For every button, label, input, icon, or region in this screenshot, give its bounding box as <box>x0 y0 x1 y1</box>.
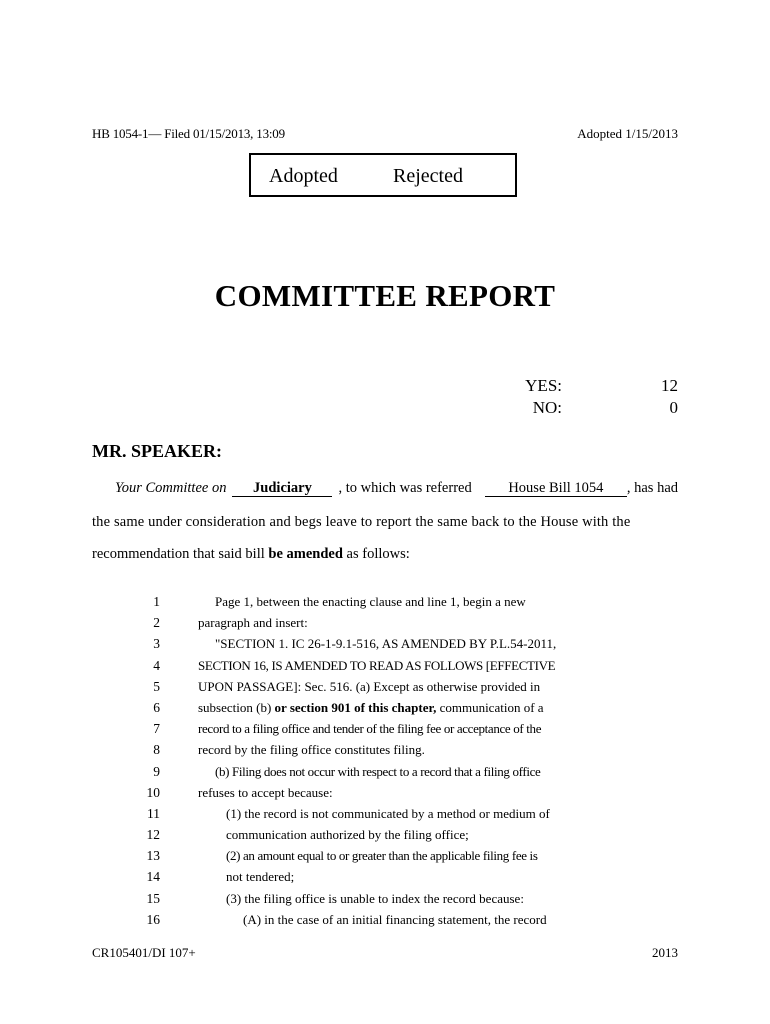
no-count: 0 <box>669 398 678 417</box>
no-label: NO: <box>532 398 562 417</box>
amendment-line: (A) in the case of an initial financing statement, the record <box>243 911 547 927</box>
header-adopted-date: Adopted 1/15/2013 <box>577 126 678 141</box>
line-number: 8 <box>153 742 160 758</box>
line-number: 6 <box>153 699 160 715</box>
intro-your-committee: Your Committee on <box>115 480 227 496</box>
line-number: 2 <box>153 615 160 631</box>
line-number: 7 <box>153 721 160 737</box>
amendment-line: record to a filing office and tender of the filing fee or acceptance of the <box>198 721 542 737</box>
amendment-line: (2) an amount equal to or greater than the applicable filing fee is <box>226 848 538 864</box>
footer-document-id: CR105401/DI 107+ <box>92 945 196 960</box>
salutation: MR. SPEAKER: <box>92 441 222 461</box>
line-number: 5 <box>153 678 160 694</box>
amendment-line: (b) Filing does not occur with respect to a record that a filing office <box>215 763 541 779</box>
amendment-text <box>198 591 572 930</box>
stamp-rejected-label: Rejected <box>393 165 463 187</box>
amendment-line6-pre: subsection (b) <box>198 699 272 715</box>
line-number: 4 <box>153 657 160 673</box>
bill-name: House Bill 1054 <box>485 481 627 497</box>
intro-referred: , to which was referred <box>338 480 472 496</box>
line-number: 14 <box>146 869 160 885</box>
intro-line3-bold: be amended <box>268 546 343 562</box>
amendment-line: paragraph and insert: <box>198 615 308 631</box>
amendment-line: "SECTION 1. IC 26-1-9.1-516, AS AMENDED BY P.L.54-2011, <box>215 636 557 652</box>
line-number: 10 <box>146 784 160 800</box>
stamp-adopted-label: Adopted <box>269 165 338 187</box>
amendment-line <box>198 697 572 718</box>
line-number: 1 <box>153 594 160 609</box>
amendment-line: communication authorized by the filing office; <box>226 827 469 843</box>
line-number: 9 <box>153 763 160 779</box>
line-number: 3 <box>153 636 160 652</box>
amendment-line: UPON PASSAGE]: Sec. 516. (a) Except as otherwise provided in <box>198 678 541 694</box>
amendment-line: (1) the record is not communicated by a method or medium of <box>226 805 550 821</box>
amendment-line: not tendered; <box>226 869 295 885</box>
line-number: 12 <box>146 827 160 843</box>
intro-line-2: the same under consideration and begs leave to report the same back to the House with the <box>92 514 631 530</box>
intro-line3-pre: recommendation that said bill <box>92 546 265 562</box>
footer-year: 2013 <box>652 945 678 960</box>
line-number: 15 <box>146 890 160 906</box>
amendment-line: refuses to accept because: <box>198 784 333 800</box>
header-filing-info: HB 1054-1— Filed 01/15/2013, 13:09 <box>92 126 285 141</box>
amendment-line6-post: communication of a <box>439 699 544 715</box>
amendment-line: Page 1, between the enacting clause and line 1, begin a new <box>215 594 526 609</box>
page-title: COMMITTEE REPORT <box>214 278 556 313</box>
adoption-stamp-box <box>249 153 517 197</box>
amendment-line: (3) the filing office is unable to index the record because: <box>226 890 524 906</box>
yes-count: 12 <box>661 376 678 395</box>
intro-line-1 <box>92 480 678 497</box>
yes-label: YES: <box>525 376 562 395</box>
line-number: 11 <box>147 805 160 821</box>
line-number: 16 <box>146 911 160 927</box>
amendment-line: record by the filing office constitutes filing. <box>198 742 425 758</box>
intro-line-3 <box>92 546 678 563</box>
intro-has-had: , has had <box>626 480 678 496</box>
line-number-column <box>128 591 160 930</box>
committee-name: Judiciary <box>232 481 332 497</box>
line-number: 13 <box>146 848 160 864</box>
amendment-line: SECTION 16, IS AMENDED TO READ AS FOLLOWS [EFFECTIVE <box>198 657 556 673</box>
intro-line3-post: as follows: <box>346 546 410 562</box>
amendment-line6-bold: or section 901 of this chapter, <box>274 699 437 715</box>
